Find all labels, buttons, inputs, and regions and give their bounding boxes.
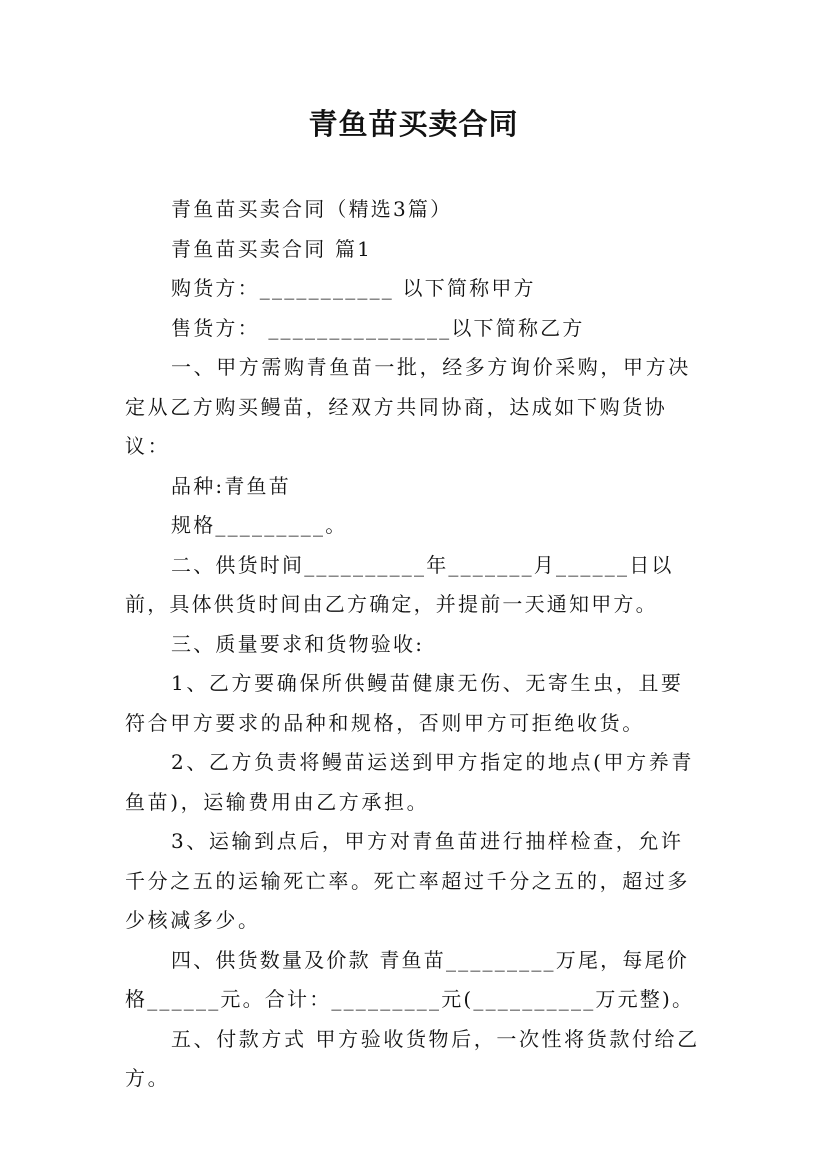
paragraph-buyer: 购货方：___________ 以下简称甲方 xyxy=(171,276,536,300)
paragraph-clause-1: 一、甲方需购青鱼苗一批，经多方询价采购，甲方决定从乙方购买鳗苗，经双方共同协商，达成如下购货协议： xyxy=(125,355,691,458)
paragraph-clause-4: 四、供货数量及价款 青鱼苗_________万尾，每尾价格______元。合计：_________元(__________万元整)。 xyxy=(125,947,695,1011)
document-title: 青鱼苗买卖合同 xyxy=(308,107,519,141)
paragraph-variety: 品种:青鱼苗 xyxy=(171,473,291,498)
paragraph-spec: 规格_________。 xyxy=(171,513,348,537)
document-body xyxy=(125,190,705,1099)
paragraph-clause-3-3: 3、运输到点后，甲方对青鱼苗进行抽样检查，允许千分之五的运输死亡率。死亡率超过千分之五的，超过多少核减多少。 xyxy=(125,829,690,932)
paragraph-heading-part1: 青鱼苗买卖合同 篇1 xyxy=(171,236,373,261)
paragraph-clause-5: 五、付款方式 甲方验收货物后，一次性将货款付给乙方。 xyxy=(125,1026,700,1090)
paragraph-clause-3: 三、质量要求和货物验收: xyxy=(171,631,425,656)
paragraph-clause-3-2: 2、乙方负责将鳗苗运送到甲方指定的地点(甲方养青鱼苗)，运输费用由乙方承担。 xyxy=(125,750,694,814)
paragraph-clause-2: 二、供货时间__________年_______月______日以前，具体供货时间由乙方确定，并提前一天通知甲方。 xyxy=(125,552,674,616)
paragraph-clause-3-1: 1、乙方要确保所供鳗苗健康无伤、无寄生虫，且要符合甲方要求的品种和规格，否则甲方可拒绝收货。 xyxy=(125,671,684,735)
paragraph-seller: 售货方： _______________以下简称乙方 xyxy=(171,315,585,340)
paragraph-heading-collection: 青鱼苗买卖合同（精选3篇） xyxy=(171,197,453,221)
